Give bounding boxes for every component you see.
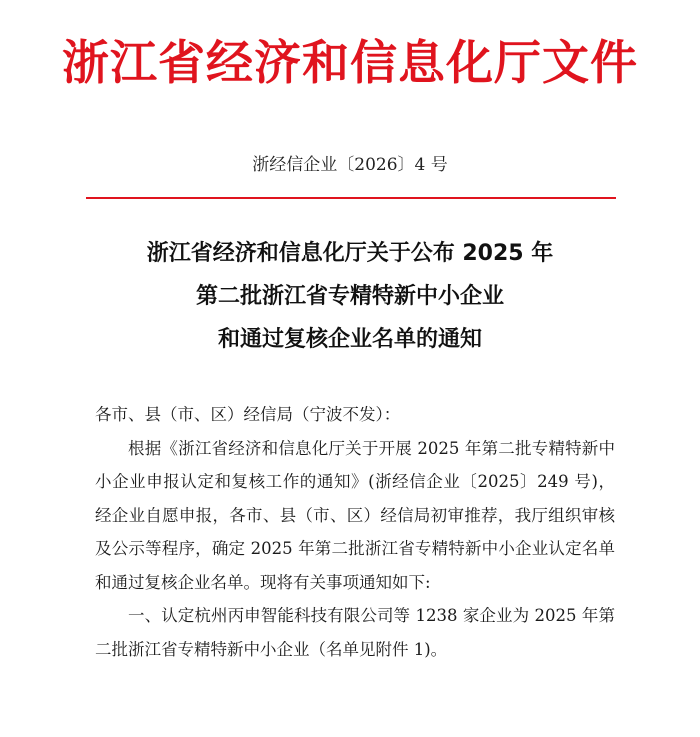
paragraph-item-1: 一、认定杭州丙申智能科技有限公司等 1238 家企业为 2025 年第二批浙江省专精特新中小企业（名单见附件 1)。 <box>95 606 615 659</box>
document-number: 浙经信企业〔2026〕4 号 <box>252 155 448 175</box>
document-masthead: 浙江省经济和信息化厅文件 <box>62 36 638 91</box>
document-title <box>0 232 700 361</box>
paragraph-basis: 根据《浙江省经济和信息化厅关于开展 2025 年第二批专精特新中小企业申报认定和复核工作的通知》(浙经信企业〔2025〕249 号)，经企业自愿申报，各市、县（市、区）经信局初审推荐，我厅组织审核及公示等程序，确定 2025 年第二批浙江省专精特新中小企业认定名单和通过复核企业名单。现将有关事项通知如下: <box>95 438 615 592</box>
header-divider <box>86 197 616 199</box>
addressee: 各市、县（市、区）经信局（宁波不发）： <box>95 405 401 424</box>
title-line-3: 和通过复核企业名单的通知 <box>217 327 482 352</box>
title-line-2: 第二批浙江省专精特新中小企业 <box>195 284 504 309</box>
document-body <box>95 398 615 666</box>
title-line-1: 浙江省经济和信息化厅关于公布 2025 年 <box>146 241 554 266</box>
